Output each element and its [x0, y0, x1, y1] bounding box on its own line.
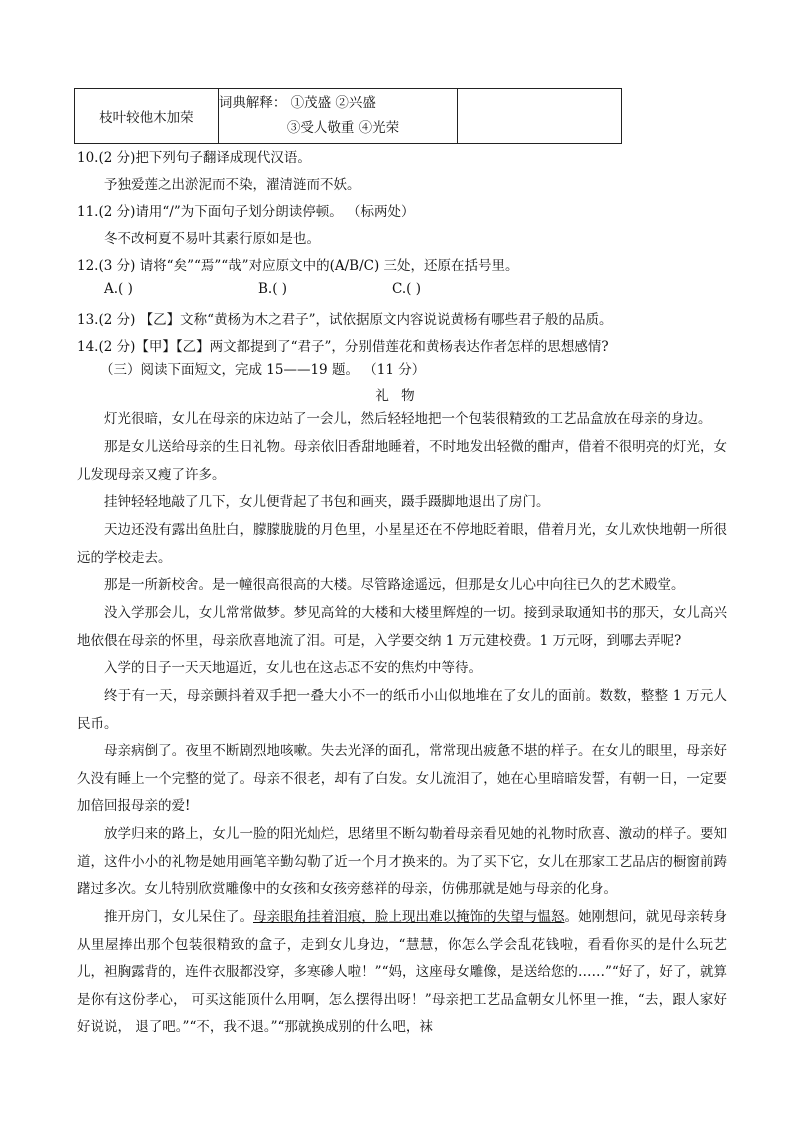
- q12-option-a: A.( ): [104, 281, 133, 297]
- vocab-row: [75, 89, 622, 144]
- section3-heading: （三）阅读下面短文，完成 15——19 题。 （11 分）: [100, 362, 426, 378]
- paragraph-5: 那是一所新校舍。是一幢很高很高的大楼。尽管路途遥远，但那是女儿心中向往已久的艺术殿堂。: [104, 577, 685, 593]
- definition-line-1: 词典解释： ①茂盛 ②兴盛: [218, 95, 376, 111]
- q11-title: 11.(2 分)请用“/”为下面句子划分朗读停顿。 （标两处）: [77, 204, 415, 220]
- vocab-definition: [218, 89, 458, 144]
- paragraph-4: 天边还没有露出鱼肚白，朦朦胧胧的月色里，小星星还在不停地眨着眼，借着月光，女儿欢快地朝一所很远的学校走去。: [77, 522, 727, 566]
- paragraph-3: 挂钟轻轻地敲了几下，女儿便背起了书包和画夹，蹑手蹑脚地退出了房门。: [104, 494, 550, 510]
- paragraph-8: 终于有一天，母亲颤抖着双手把一叠大小不一的纸币小山似地堆在了女儿的面前。数数，整整 1 万元人民币。: [77, 688, 727, 732]
- paragraph-11-lead: 推开房门，女儿呆住了。: [104, 909, 253, 925]
- q12-option-c: C.( ): [392, 281, 421, 297]
- underlined-sentence: 母亲眼角挂着泪痕，脸上现出难以掩饰的失望与愠怒: [253, 909, 565, 925]
- q10-text: 予独爱莲之出淤泥而不染，濯清涟而不妖。: [104, 177, 361, 193]
- paragraph-2: 那是女儿送给母亲的生日礼物。母亲依旧香甜地睡着，不时地发出轻微的酣声，借着不很明亮的灯光，女儿发现母亲又瘦了许多。: [77, 439, 727, 483]
- definition-line-2: ③受人敬重 ④光荣: [286, 120, 400, 136]
- q14-title: 14.(2 分)【甲】【乙】两文都提到了“君子”，分别借莲花和黄杨表达作者怎样的思想感情?: [77, 339, 609, 355]
- vocab-word: 枝叶较他木加荣: [75, 89, 219, 144]
- paragraph-1: 灯光很暗，女儿在母亲的床边站了一会儿，然后轻轻地把一个包装很精致的工艺品盒放在母亲的身边。: [104, 411, 712, 427]
- paragraph-7: 入学的日子一天天地逼近，女儿也在这忐忑不安的焦灼中等待。: [104, 660, 482, 676]
- q13-title: 13.(2 分) 【乙】文称“黄杨为木之君子”，试依据原文内容说说黄杨有哪些君子般的品质。: [77, 312, 613, 328]
- vocab-table: [74, 88, 622, 144]
- vocab-answer-cell: [458, 89, 622, 144]
- story-title: 礼 物: [375, 388, 419, 404]
- paragraph-6: 没入学那会儿，女儿常常做梦。梦见高耸的大楼和大楼里辉煌的一切。接到录取通知书的那天，女儿高兴地依偎在母亲的怀里，母亲欣喜地流了泪。可是，入学要交纳 1 万元建校费。1 万元呀，到哪去弄呢?: [77, 605, 727, 649]
- q12-title: 12.(3 分) 请将“矣”“焉”“哉”对应原文中的(A/B/C) 三处，还原在括号里。: [77, 258, 519, 274]
- q10-title: 10.(2 分)把下列句子翻译成现代汉语。: [77, 150, 311, 166]
- paragraph-10: 放学归来的路上，女儿一脸的阳光灿烂，思绪里不断勾勒着母亲看见她的礼物时欣喜、激动的样子。要知道，这件小小的礼物是她用画笔辛勤勾勒了近一个月才换来的。为了买下它，女儿在那家工艺品店的橱窗前踌躇过多次。女儿特别欣赏雕像中的女孩和女孩旁慈祥的母亲，仿佛那就是她与母亲的化身。: [77, 826, 727, 897]
- paragraph-9: 母亲病倒了。夜里不断剧烈地咳嗽。失去光泽的面孔，常常现出疲惫不堪的样子。在女儿的眼里，母亲好久没有睡上一个完整的觉了。母亲不很老，却有了白发。女儿流泪了，她在心里暗暗发誓，有朝一日，一定要加倍回报母亲的爱!: [77, 743, 727, 814]
- q12-option-b: B.( ): [258, 281, 288, 297]
- paragraph-11: [77, 904, 727, 1042]
- paragraph-11-rest: 。她刚想问，就见母亲转身从里屋捧出那个包装很精致的盒子，走到女儿身边，“慧慧，你怎么学会乱花钱啦，看看你买的是什么玩艺儿，袒胸露背的，连件衣服都没穿，多寒碜人啦！”“妈，这座母女雕像，是送给您的……”“好了，好了，就算是你有这份孝心， 可买这能顶什么用啊，怎么摆得出呀！”母亲把工艺品盒朝女儿怀里一推，“去，跟人家好好说说， 退了吧。”“不，我不退。”“那就换成别的什么吧，袜: [77, 909, 728, 1035]
- q11-text: 冬不改柯夏不易叶其素行原如是也。: [104, 231, 320, 247]
